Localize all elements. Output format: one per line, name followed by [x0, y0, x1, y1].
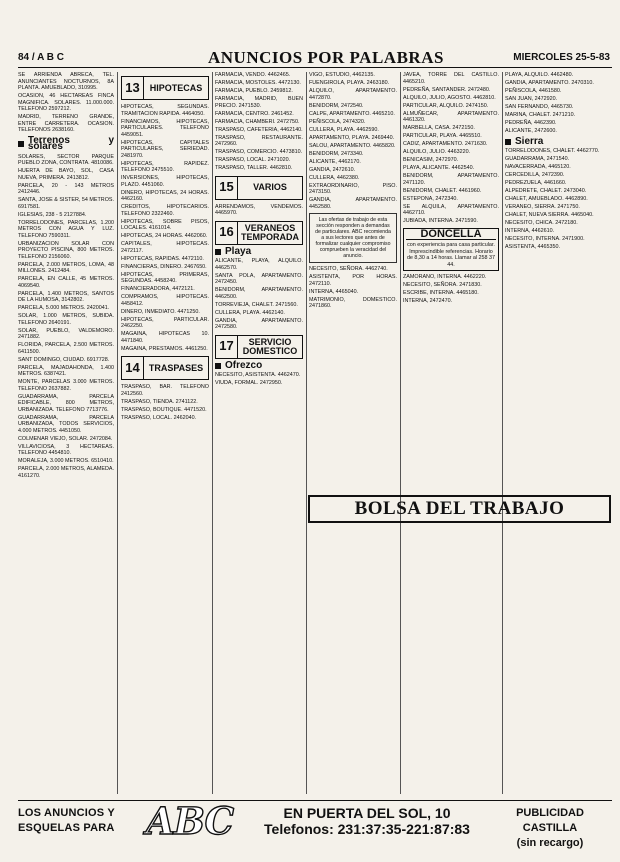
classified-ad: ARRENDAMOS, VENDEMOS. 4465970. [215, 203, 303, 216]
section-heading [18, 134, 114, 152]
column-2 [121, 72, 209, 794]
classified-ad: DINERO, INMEDIATO. 4471250. [121, 308, 200, 315]
classified-ad: HIPOTECAS, PARTICULAR. 2462250. [121, 316, 209, 329]
classified-ad: GANDIA, APARTAMENTO. 2470310. [505, 80, 594, 86]
footer-address [252, 805, 482, 838]
classified-ad: ASISTENTA, 4465350. [505, 244, 561, 250]
footer-phones: Telefonos: 231:37:35-221:87:83 [264, 821, 470, 837]
classified-ad: PARTICULAR, PLAYA. 4465510. [403, 133, 482, 139]
classified-ad: HIPOTECAS, SOBRE PISOS, LOCALES. 4161014. [121, 218, 209, 231]
classified-ad: SOLAR, 1.000 METROS, SUBIDA. TELEFONO 2640191. [18, 313, 114, 326]
section-heading-label: Sierra [515, 135, 544, 147]
square-bullet-icon [215, 363, 221, 369]
section-label: SERVICIO DOMESTICO [242, 336, 298, 356]
classified-ad: TRASPASO, BOUTIQUE. 4471520. [121, 406, 207, 413]
classified-ad: TRASPASO, LOCAL. 2471020. [215, 157, 291, 163]
section-number: 13 [122, 77, 144, 99]
classified-ad: INVERSIONES, HIPOTECAS, PLAZO. 4451060. [121, 175, 209, 188]
classified-ad: VERANEO, SIERRA. 2471750. [505, 204, 580, 210]
classified-ad: HUERTA DE BAYO, SOL, CASA NUEVA, PRIMERA. 2413812. [18, 168, 114, 181]
classified-ad: FARMACIA, MOSTOLES. 4472130. [215, 80, 301, 86]
classified-ad: SANT DOMINGO, CIUDAD. 6917728. [18, 356, 110, 363]
section-heading [215, 245, 303, 257]
classified-ad: PARCELA, 1.400 METROS, SANTOS DE LA HUMOSA, 3142802. [18, 290, 114, 303]
section-heading-label: Terrenos y solares [27, 134, 114, 152]
classified-ad: COLMENAR VIEJO, SOLAR. 2472084. [18, 435, 113, 442]
column-3 [215, 72, 303, 794]
classified-ad: GUADARRAMA, PARCELA EDIFICABLE, 800 METROS, URBANIZADA. TELEFONO 7713776. [18, 393, 114, 413]
classified-ad: MAGAINA, PRESTAMOS. 4461250. [121, 345, 208, 352]
classified-ad: GANDIA, APARTAMENTO. 2472580. [215, 317, 303, 330]
classified-ad: PARCELA, EN CALLE, 45 METROS. 4069540. [18, 276, 114, 289]
classified-ad: VILLAVICIOSA, 3 HECTAREAS. TELEFONO 4454810. [18, 443, 114, 456]
classified-ad: FINANCIERAS, DINERO. 2467650. [121, 263, 207, 270]
classified-ad: PEÑISCOLA, 2474320. [309, 118, 366, 125]
classified-ad: SANTA POLA, APARTAMENTO. 2472450. [215, 272, 303, 285]
classified-ad: HIPOTECAS, PRIMERAS, SEGUNDAS. 4458240. [121, 271, 209, 284]
classified-ad: TORREVIEJA, CHALET. 2471560. [215, 301, 298, 308]
classified-ad: NECESITO, INTERNA. 2471900. [505, 236, 585, 242]
classified-ad: ALICANTE, 2472600. [505, 128, 557, 134]
classified-ad: SAN JUAN, 2472920. [505, 96, 558, 102]
classified-ad: SOLARES, SECTOR PARQUE PUEBLO ZONA, CONTRATA. 4810086. [18, 153, 114, 166]
classified-ad: HIPOTECAS, CAPITALES PARTICULARES, SERIEDAD. 2481970. [121, 139, 209, 159]
classified-ad: TORRELODONES, CHALET. 4462770. [505, 148, 600, 154]
column-divider [212, 72, 213, 794]
classified-ad: NECESITO, SEÑORA. 4462740. [309, 266, 388, 272]
section-number: 16 [216, 222, 238, 244]
classified-ad: CADIZ, APARTAMENTO. 2471630. [403, 141, 488, 147]
classified-ad: MADRID, TERRENO GRANDE, ENTRE CARRETERA. OCASION. TELEFONOS 2638160. [18, 114, 114, 133]
footer-right-line1: PUBLICIDAD CASTILLA [516, 807, 584, 834]
classified-ad: INTERNA, 4465040. [309, 288, 359, 295]
section-box [121, 76, 209, 100]
classified-ad: FARMACIA, MADRID, BUEN PRECIO. 2471530. [215, 96, 303, 109]
classified-ad: FINANCIERADORA, 4472121. [121, 286, 195, 292]
section-box [215, 335, 303, 359]
classified-ad: BENICASIM, 2472970. [403, 157, 459, 163]
column-6 [505, 72, 612, 794]
column-divider [400, 72, 401, 794]
classified-ad: FARMACIA, CHAMBERI. 2472750. [215, 118, 300, 125]
classified-ad: INTERNA, 2472470. [403, 298, 453, 304]
classified-ad: GUADARRAMA, 2471540. [505, 156, 570, 162]
classified-ad: ALQUILO, APARTAMENTO. 4472870. [309, 88, 397, 101]
classified-ad: OCASION, 46 HECTAREAS FINCA MAGNIFICA. SOLARES. 11.000.000. TELEFONO 2597212. [18, 93, 114, 112]
classified-ad: PARCELA, 2.000 METROS, LOMA, 48 MILLONES. 2412484. [18, 261, 114, 274]
classified-ad: CERCEDILLA, 2472390. [505, 172, 565, 178]
section-label: TRASPASES [148, 362, 204, 373]
section-number: 15 [216, 177, 238, 199]
classified-ad: PARTICULAR, ALQUILO. 2474150. [403, 102, 489, 109]
classified-ad: FINANCIAMOS, HIPOTECAS, PARTICULARES. TELEFONO 4459051. [121, 118, 209, 138]
classified-ad: URBANIZACION SOLAR CON PROYECTO PISCINA, 800 METROS. TELEFONO 2156060. [18, 240, 114, 260]
classified-ad: VIUDA, FORMAL. 2472950. [215, 380, 283, 386]
classified-ad: TRASPASO, TALLER. 4462810. [215, 165, 293, 171]
footer-address-line: EN PUERTA DEL SOL, 10 [283, 805, 451, 821]
classified-ad: EXTRAORDINARIO, PISO. 2473150. [309, 182, 397, 195]
classified-ad: ESTEPONA, 2472340. [403, 195, 458, 202]
classified-ad: TRASPASO, BAR. TELEFONO 2412560. [121, 384, 209, 397]
classified-ad: TRASPASO, LOCAL. 2462040. [121, 414, 197, 421]
column-divider [306, 72, 307, 794]
section-number: 14 [122, 357, 144, 379]
section-number: 17 [216, 336, 238, 358]
square-bullet-icon [18, 141, 24, 147]
classified-ad: MARBELLA, CASA. 2472150. [403, 125, 475, 131]
classified-ad: HIPOTECAS, 24 HORAS. 4462060. [121, 233, 208, 239]
classified-ad: ALQUILO, JULIO. 4463220. [403, 149, 471, 155]
column-divider [117, 72, 118, 794]
classified-ad: TRASPASO, TIENDA. 2741122. [121, 398, 198, 405]
classified-ad: FARMACIA, VENDO. 4462465. [215, 72, 291, 78]
bolsa-del-trabajo-banner: BOLSA DEL TRABAJO [308, 495, 611, 523]
classified-ad: SE ARRIENDA ABRECA, TEL. ANUNCIANTES NOCTURNOS, 8A PLANTA. AMUEBLADO, 310995. [18, 72, 114, 91]
classified-ad: COMPRAMOS, HIPOTECAS. 4458412. [121, 294, 209, 307]
classified-ad: ZAMORANO, INTERNA. 4462220. [403, 274, 487, 280]
section-box [215, 221, 303, 245]
classified-ad: GUADARRAMA, PARCELA URBANIZADA, TODOS SERVICIOS, 4.000 METROS. 4451050. [18, 414, 114, 434]
classified-ad: BENIDORM, CHALET. 4461960. [403, 187, 482, 194]
classified-ad: BENIDORM, 2472540. [309, 102, 364, 109]
section-box [121, 356, 209, 380]
classified-ad: HIPOTECAS, RAPIDAS. 4472110. [121, 255, 204, 262]
classified-ad: BENIDORM, APARTAMENTO. 2471120. [403, 173, 499, 186]
classified-ad: HIPOTECAS, SEGUNDAS. TRAMITACION RAPIDA. 4464050. [121, 104, 209, 117]
classified-ad: CALPE, APARTAMENTO. 4465210. [309, 110, 395, 117]
classified-ad: TRASPASO, COMERCIO. 4473810. [215, 149, 303, 155]
column-divider [502, 72, 503, 794]
page-number: 84 / A B C [18, 52, 64, 63]
section-label: HIPOTECAS [149, 82, 203, 93]
classified-ad: CREDITOS, HIPOTECARIOS. TELEFONO 2322460. [121, 204, 209, 217]
section-label: VARIOS [253, 182, 287, 192]
classified-ad: CULLERA, PLAYA. 4462140. [215, 309, 285, 316]
section-heading [215, 359, 303, 371]
column-5 [403, 72, 499, 794]
classified-ad: TORRELODONES, PARCELAS, 1.200 METROS CON AGUA Y LUZ. TELEFONO 7590311. [18, 219, 114, 239]
section-box [215, 176, 303, 200]
classified-ad: MATRIMONIO, DOMESTICO. 2471860. [309, 296, 397, 309]
classified-ad: SOLAR, PUEBLO, VALDEMORO. 2471882. [18, 327, 114, 340]
classified-ad: INTERNA, 4462610. [505, 228, 555, 234]
classified-ad: JAVEA, TORRE DEL CASTILLO. 4465210. [403, 72, 499, 85]
classified-ad: ALQUILO, JULIO, AGOSTO. 4462810. [403, 94, 496, 101]
section-heading-label: Playa [225, 245, 252, 257]
classified-ad: GANDIA, 2472610. [309, 166, 356, 173]
doncella-title: DONCELLA [406, 231, 496, 241]
classified-ad: IGLESIAS, 238 - 5 2127884. [18, 211, 87, 218]
footer-left-line2: ESQUELAS PARA [18, 822, 115, 834]
classified-ad: CHALET, AMUEBLADO. 4462890. [505, 196, 588, 202]
classified-ad: CHALET, NUEVA SIERRA. 4465040. [505, 212, 594, 218]
page-header [18, 50, 612, 68]
classified-ad: MONTE, PARCELAS 3.000 METROS. TELEFONO 2637882. [18, 379, 114, 392]
classified-ad: CULLERA, PLAYA. 4462590. [309, 126, 379, 133]
section-label: VERANEOS TEMPORADA [241, 222, 299, 242]
classified-ad: PLAYA, ALICANTE. 4462540. [403, 165, 475, 171]
classified-ad: JUBIADA, INTERNA. 2471590. [403, 218, 478, 224]
classified-ad: NAVACERRADA, 4465120. [505, 164, 571, 170]
footer-right [488, 806, 612, 851]
footer-advert [18, 799, 612, 849]
classified-ad: NECESITO, ASISTENTA. 4462470. [215, 372, 301, 378]
classified-ad: NECESITO, CHICA. 2472180. [505, 220, 578, 226]
classified-ad: VIGO, ESTUDIO, 4462135. [309, 72, 375, 78]
abc-logo: ABC [146, 799, 234, 843]
classified-ad: PARCELA, MAJADAHONDA, 1.400 METROS. 6387421. [18, 364, 114, 377]
section-heading [505, 135, 612, 147]
classified-ad: DINERO, HIPOTECAS, 24 HORAS. 4462160. [121, 189, 209, 202]
square-bullet-icon [215, 249, 221, 255]
classified-ad: CULLERA, 4462380. [309, 174, 360, 181]
notice-box: Las ofertas de trabajo de esta sección responden a demandas de particulares. ABC recomienda a sus lectores que antes de formalizar cualquier compromiso comprueben la veracidad del anuncio. [309, 213, 397, 263]
classified-ad: SANTA, JOSE & SISTER, 54 METROS. 6917581. [18, 197, 114, 210]
classified-ad: PEDREÑA, 4462390. [505, 120, 557, 126]
classified-ad: FARMACIA, PUEBLO. 2459812. [215, 88, 293, 94]
classified-ad: MAGAINA, HIPOTECAS 10. 4471840. [121, 331, 209, 344]
classified-ad: HIPOTECAS, RAPIDEZ. TELEFONO 2475510. [121, 160, 209, 173]
page-date: MIERCOLES 25-5-83 [513, 52, 610, 63]
classified-ad: ESCRIBE, INTERNA. 4465180. [403, 290, 479, 296]
classified-ad: PEDREZUELA, 4461660. [505, 180, 567, 186]
classified-ad: ALPEDRETE, CHALET. 2473040. [505, 188, 587, 194]
classified-ad: SE ALQUILA, APARTAMENTO. 4462710. [403, 203, 499, 216]
classified-ad: FUENGIROLA, PLAYA. 2463180. [309, 80, 390, 86]
classified-ad: PARCELA, 2.000 METROS, ALAMEDA. 4161270. [18, 466, 114, 479]
doncella-text: con experiencia para casa particular. Imprescindible referencias. Horario de 8,30 a 14 horas. Llamar al 258 37 44. [406, 242, 496, 268]
classified-ad: PARCELA, 5.000 METROS. 2420041. [18, 305, 110, 311]
classified-ad: NECESITO, SEÑORA. 2471830. [403, 282, 482, 288]
footer-right-line2: (sin recargo) [516, 837, 584, 849]
classified-ad: PEDREÑA, SANTANDER. 2472480. [403, 86, 491, 93]
classified-ad: PLAYA, ALQUILO. 4462480. [505, 72, 574, 78]
square-bullet-icon [505, 139, 511, 145]
footer-left [18, 806, 138, 836]
classified-ad: ALICANTE, 4462170. [309, 158, 361, 165]
classified-ad: BENIDORM, APARTAMENTO. 4462500. [215, 287, 303, 300]
column-4 [309, 72, 397, 794]
footer-left-line1: LOS ANUNCIOS Y [18, 807, 115, 819]
page-title: ANUNCIOS POR PALABRAS [208, 48, 444, 67]
classified-ad: APARTAMENTO, PLAYA. 2469440. [309, 134, 395, 141]
classified-ad: PEÑISCOLA, 4461580. [505, 88, 562, 94]
classified-ad: TRASPASO, CAFETERIA, 4462140. [215, 126, 303, 133]
classified-ad: FARMACIA, CENTRO. 2461452. [215, 110, 294, 117]
classified-ad: ALMUÑECAR, APARTAMENTO. 4461320. [403, 110, 499, 123]
classified-ad: ASISTENTA, POR HORAS. 2472110. [309, 274, 397, 287]
classified-ad: MORALEJA, 3.000 METROS. 6510410. [18, 458, 114, 464]
classified-ad: SALOU, APARTAMENTO. 4465820. [309, 142, 396, 149]
classified-ad: MARINA, CHALET. 2471210. [505, 112, 576, 118]
column-1 [18, 72, 114, 794]
section-heading-label: Ofrezco [225, 359, 263, 371]
classified-ad: CAPITALES, HIPOTECAS. 2472117. [121, 241, 209, 254]
classified-ad: GANDIA, APARTAMENTO. 4452580. [309, 197, 397, 210]
classified-ad: ALICANTE, PLAYA, ALQUILO. 4462570. [215, 258, 303, 271]
classified-ad: PARCELA, 20 - 143 METROS 2412446. [18, 182, 114, 195]
classified-ad: FLORIDA, PARCELA, 2.500 METROS. 6411500. [18, 342, 114, 355]
doncella-ad [403, 228, 499, 272]
classified-ad: TRASPASO, RESTAURANTE. 2472960. [215, 134, 303, 147]
classified-ad: BENIDORM, 2473340. [309, 150, 364, 157]
classified-ad: SAN FERNANDO, 4465730. [505, 104, 574, 110]
